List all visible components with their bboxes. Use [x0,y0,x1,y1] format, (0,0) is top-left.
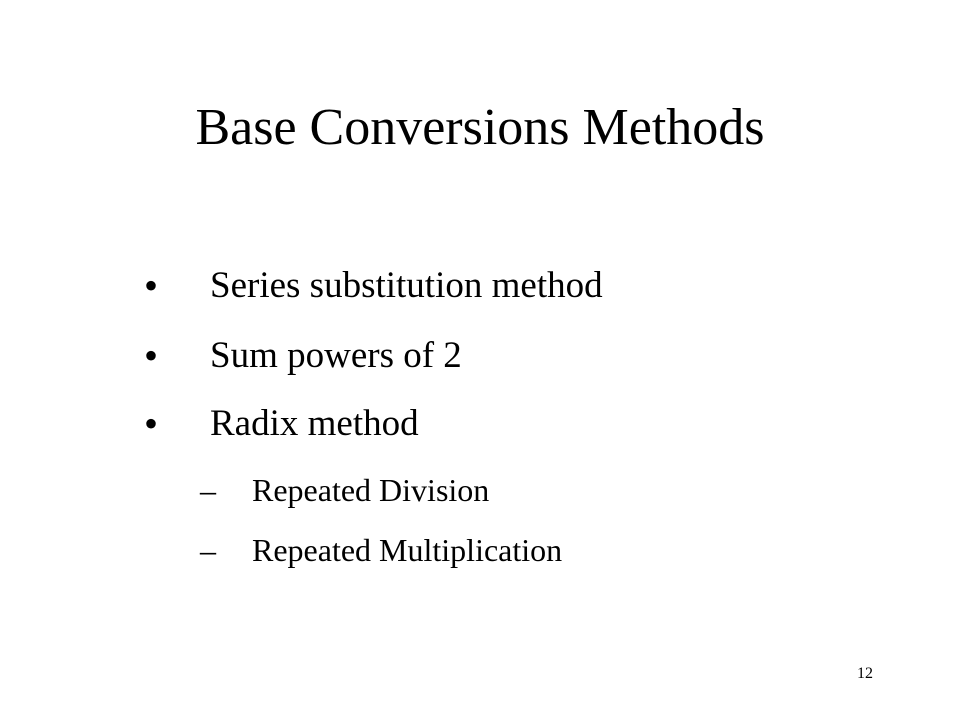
sub-bullet-text: Repeated Division [252,472,490,508]
slide-title: Base Conversions Methods [195,99,765,156]
bullet-text: Sum powers of 2 [210,335,462,376]
sub-bullet-marker: – [200,532,216,568]
bullet-marker: • [144,401,159,446]
page-number: 12 [857,665,873,682]
bullet-marker: • [144,333,159,378]
bullet-text: Series substitution method [210,265,603,306]
bullet-text: Radix method [210,403,419,444]
sub-bullet-marker: – [200,472,216,508]
bullet-marker: • [144,263,159,308]
sub-bullet-text: Repeated Multiplication [252,532,563,568]
